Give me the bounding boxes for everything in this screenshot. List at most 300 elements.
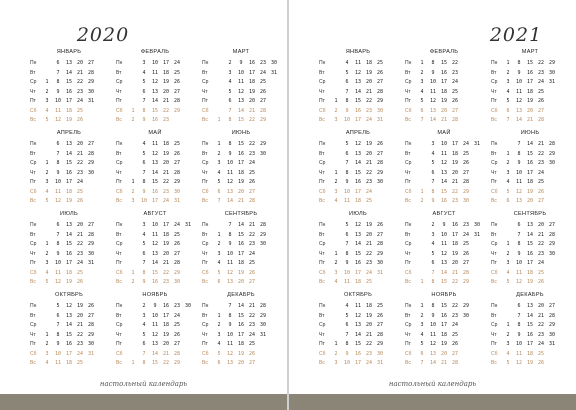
weekday-label: Пн [405, 60, 412, 66]
day-cell [86, 269, 96, 277]
weekday-row [491, 278, 569, 286]
day-cell [258, 269, 268, 277]
weekday-row [116, 59, 194, 67]
day-cell: 1 [420, 303, 424, 309]
day-cell: 23 [173, 303, 181, 309]
weekday-row [116, 159, 194, 167]
day-cell: 26 [462, 160, 470, 166]
day-cell: 19 [162, 150, 170, 157]
weekday-label: Пн [319, 222, 326, 228]
day-cells [42, 59, 108, 67]
month-name: АВГУСТ [143, 211, 167, 217]
day-cell: 6 [142, 341, 146, 347]
weekday-label: Ср [202, 79, 209, 85]
day-cell: 15 [237, 141, 245, 147]
day-cells [42, 197, 108, 205]
day-cell: 17 [451, 141, 459, 147]
month-name: ИЮЛЬ [60, 211, 78, 217]
day-cell: 2 [420, 198, 424, 204]
day-cell: 27 [173, 88, 181, 95]
day-cell: 28 [173, 169, 181, 176]
day-cell: 7 [56, 69, 60, 76]
day-cells [214, 259, 280, 267]
weekday-row [116, 69, 194, 77]
day-cell: 22 [365, 98, 373, 104]
weekday-label: Пт [319, 179, 325, 185]
day-cell: 14 [440, 179, 448, 185]
weekday-label: Вс [116, 279, 122, 285]
day-cell: 2 [228, 60, 232, 66]
day-cell: 16 [65, 169, 73, 176]
day-cell: 25 [76, 188, 84, 195]
day-cell: 26 [76, 198, 84, 204]
day-cells [128, 140, 194, 148]
day-cell: 14 [526, 141, 534, 147]
day-cells [42, 140, 108, 148]
weekday-label: Ср [116, 241, 123, 247]
day-cells [503, 97, 569, 105]
day-cell: 7 [420, 117, 424, 123]
weekday-row [319, 78, 397, 86]
weekday-row [202, 159, 280, 167]
weekday-label: Пт [30, 98, 36, 104]
weekday-label: Сб [202, 188, 209, 195]
day-cell [214, 302, 224, 310]
weekday-row [116, 169, 194, 177]
day-cell [547, 188, 557, 196]
day-cell [214, 221, 224, 229]
weekday-label: Вс [491, 279, 497, 285]
day-cell: 8 [517, 60, 521, 66]
day-cell: 7 [142, 350, 146, 357]
day-cell: 9 [239, 60, 243, 66]
day-cell: 23 [537, 160, 545, 166]
day-cell [128, 78, 138, 86]
day-cells [214, 178, 280, 186]
weekday-row [405, 231, 483, 239]
weekday-rows [319, 140, 397, 205]
day-cell: 15 [151, 179, 159, 185]
day-cell: 24 [462, 231, 470, 238]
day-cell [258, 178, 268, 186]
day-cell: 18 [526, 269, 534, 276]
weekday-label: Вт [202, 312, 208, 319]
weekday-label: Ср [116, 160, 123, 166]
weekday-label: Чт [491, 169, 497, 176]
month-block [202, 210, 280, 287]
day-cell: 28 [173, 350, 181, 357]
weekday-label: Пн [491, 222, 498, 228]
day-cells [503, 69, 569, 77]
day-cell: 28 [259, 222, 267, 228]
day-cell: 25 [76, 269, 84, 276]
weekday-row [405, 269, 483, 277]
day-cells [128, 69, 194, 77]
day-cell: 31 [376, 269, 384, 276]
day-cell: 8 [517, 322, 521, 328]
day-cell: 10 [429, 79, 437, 85]
day-cell: 6 [345, 79, 349, 85]
day-cell: 21 [248, 303, 256, 309]
day-cell [86, 197, 96, 205]
day-cell: 24 [76, 260, 84, 266]
day-cell: 30 [548, 250, 556, 257]
day-cell: 15 [354, 98, 362, 104]
day-cell: 11 [54, 269, 62, 276]
day-cells [417, 150, 483, 158]
day-cell: 24 [365, 117, 373, 123]
day-cell: 29 [173, 360, 181, 366]
day-cell: 4 [142, 322, 146, 328]
day-cell: 14 [151, 260, 159, 266]
day-cells [417, 69, 483, 77]
day-cell: 17 [151, 198, 159, 204]
day-cell: 30 [259, 322, 267, 328]
day-cell: 25 [537, 179, 545, 185]
day-cell: 3 [334, 269, 338, 276]
day-cells [214, 269, 280, 277]
day-cell: 6 [345, 322, 349, 328]
day-cell: 8 [228, 141, 232, 147]
day-cells [417, 269, 483, 277]
weekday-label: Пн [30, 222, 37, 228]
day-cell: 10 [343, 269, 351, 276]
day-cell: 6 [517, 222, 521, 228]
day-cells [503, 302, 569, 310]
day-cell [214, 107, 224, 115]
day-cell: 27 [248, 188, 256, 195]
day-cell: 6 [56, 141, 60, 147]
day-cell: 1 [131, 269, 135, 276]
weekday-label: Сб [405, 107, 412, 114]
day-cell: 16 [65, 88, 73, 95]
day-cell: 17 [237, 250, 245, 257]
day-cell: 16 [354, 179, 362, 185]
weekday-row [202, 140, 280, 148]
day-cell [417, 240, 427, 248]
day-cell: 19 [365, 222, 373, 228]
day-cell: 9 [56, 341, 60, 347]
day-cell: 21 [365, 241, 373, 247]
weekday-rows [405, 221, 483, 286]
day-cell: 27 [462, 260, 470, 266]
day-cell [128, 312, 138, 320]
weekday-row [491, 340, 569, 348]
day-cell: 6 [56, 60, 60, 66]
weekday-label: Чт [30, 88, 36, 95]
weekday-label: Чт [319, 331, 325, 338]
day-cell: 12 [54, 117, 62, 123]
day-cells [128, 150, 194, 158]
day-cell: 28 [87, 231, 95, 238]
day-cells [42, 240, 108, 248]
day-cell: 11 [515, 88, 523, 95]
day-cell [417, 169, 427, 177]
day-cell: 2 [45, 88, 49, 95]
day-cell: 3 [45, 350, 49, 357]
day-cells [417, 340, 483, 348]
month-name: СЕНТЯБРЬ [224, 211, 258, 217]
day-cell: 19 [162, 79, 170, 85]
day-cell: 2 [334, 260, 338, 266]
weekday-label: Чт [491, 331, 497, 338]
day-cell: 17 [526, 341, 534, 347]
day-cell: 17 [162, 60, 170, 66]
day-cell: 22 [76, 160, 84, 166]
day-cells [128, 107, 194, 115]
day-cells [214, 302, 280, 310]
day-cell: 29 [87, 160, 95, 166]
day-cell [461, 359, 471, 367]
day-cell [183, 340, 193, 348]
weekday-label: Чт [116, 88, 122, 95]
day-cell: 8 [142, 269, 146, 276]
weekday-label: Сб [405, 350, 412, 357]
day-cell: 6 [420, 350, 424, 357]
day-cell: 19 [248, 88, 256, 95]
day-cell [42, 221, 52, 229]
day-cells [503, 278, 569, 286]
day-cell: 6 [56, 222, 60, 228]
weekday-label: Вс [202, 198, 208, 204]
weekday-row [491, 116, 569, 124]
day-cell: 17 [65, 179, 73, 185]
day-cell: 18 [65, 269, 73, 276]
day-cell: 26 [537, 188, 545, 195]
day-cell: 15 [354, 250, 362, 257]
weekday-label: Сб [319, 107, 326, 114]
day-cell: 9 [517, 69, 521, 76]
weekday-rows [116, 59, 194, 124]
day-cell: 11 [440, 150, 448, 157]
weekday-row [405, 321, 483, 329]
day-cell: 10 [237, 69, 245, 76]
day-cell: 23 [462, 222, 470, 228]
month-block [491, 129, 569, 206]
day-cell: 11 [429, 88, 437, 95]
weekday-label: Пт [491, 179, 497, 185]
day-cell: 30 [376, 179, 384, 185]
day-cell: 24 [365, 360, 373, 366]
day-cell: 9 [56, 88, 60, 95]
weekday-label: Вс [116, 117, 122, 123]
day-cell [258, 340, 268, 348]
weekday-row [491, 178, 569, 186]
day-cell [128, 140, 138, 148]
day-cell: 18 [248, 79, 256, 85]
day-cell: 15 [65, 79, 73, 85]
weekday-label: Чт [405, 250, 411, 257]
day-cell: 18 [440, 331, 448, 338]
day-cell: 25 [173, 322, 181, 328]
day-cell: 9 [431, 312, 435, 319]
day-cell: 25 [537, 88, 545, 95]
day-cell [331, 59, 341, 67]
weekday-row [30, 88, 108, 96]
day-cell: 2 [217, 150, 221, 157]
weekday-row [30, 188, 108, 196]
weekday-row [116, 140, 194, 148]
day-cells [503, 269, 569, 277]
day-cell: 17 [354, 269, 362, 276]
weekday-label: Пт [319, 98, 325, 104]
day-cell: 29 [259, 141, 267, 147]
day-cell: 5 [142, 241, 146, 247]
day-cell: 5 [45, 198, 49, 204]
day-cell: 4 [506, 269, 510, 276]
day-cell [472, 269, 482, 277]
day-cell [183, 259, 193, 267]
weekday-label: Чт [116, 250, 122, 257]
day-cells [214, 140, 280, 148]
day-cell: 18 [65, 107, 73, 114]
day-cell: 13 [65, 312, 73, 319]
day-cell: 2 [142, 303, 146, 309]
day-cell: 9 [142, 279, 146, 285]
weekday-row [319, 150, 397, 158]
day-cell: 11 [54, 188, 62, 195]
day-cell: 27 [248, 360, 256, 366]
day-cell: 28 [451, 117, 459, 123]
day-cell: 12 [54, 279, 62, 285]
day-cell: 11 [354, 303, 362, 309]
day-cell [128, 97, 138, 105]
weekday-label: Вт [319, 312, 325, 319]
day-cell: 29 [376, 250, 384, 257]
day-cell: 23 [451, 312, 459, 319]
day-cells [214, 88, 280, 96]
day-cell: 16 [151, 279, 159, 285]
weekday-label: Чт [116, 331, 122, 338]
day-cells [128, 278, 194, 286]
day-cell: 26 [248, 269, 256, 276]
weekday-row [319, 159, 397, 167]
weekday-row [405, 169, 483, 177]
day-cell: 17 [354, 117, 362, 123]
weekday-label: Пт [30, 260, 36, 266]
day-cell: 27 [259, 98, 267, 104]
day-cell: 5 [345, 69, 349, 76]
weekday-label: Чт [405, 331, 411, 338]
day-cell [472, 150, 482, 158]
day-cells [42, 331, 108, 339]
weekday-label: Пн [116, 60, 123, 66]
day-cells [128, 169, 194, 177]
day-cell: 1 [131, 107, 135, 114]
day-cell [461, 340, 471, 348]
day-cell: 1 [131, 360, 135, 366]
weekday-label: Пн [30, 141, 37, 147]
day-cell: 10 [343, 117, 351, 123]
day-cell: 9 [431, 69, 435, 76]
day-cells [214, 250, 280, 258]
weekday-rows [319, 59, 397, 124]
day-cell: 26 [259, 88, 267, 95]
day-cell: 28 [451, 360, 459, 366]
day-cell: 13 [354, 79, 362, 85]
day-cells [331, 259, 397, 267]
day-cell: 15 [526, 150, 534, 157]
day-cell: 3 [334, 117, 338, 123]
day-cell: 2 [420, 312, 424, 319]
day-cells [331, 312, 397, 320]
day-cell: 17 [162, 312, 170, 319]
day-cell: 18 [65, 360, 73, 366]
month-name: МАЙ [437, 130, 451, 136]
day-cell: 11 [515, 350, 523, 357]
day-cell: 7 [217, 198, 221, 204]
weekday-label: Чт [30, 169, 36, 176]
day-cell [128, 340, 138, 348]
day-cell: 12 [151, 150, 159, 157]
weekday-rows [491, 302, 569, 367]
day-cell: 27 [537, 107, 545, 114]
day-cells [331, 78, 397, 86]
day-cell: 10 [226, 250, 234, 257]
day-cell: 24 [173, 222, 181, 228]
day-cell: 31 [87, 98, 95, 104]
day-cells [128, 350, 194, 358]
day-cell: 3 [45, 98, 49, 104]
day-cell: 31 [87, 260, 95, 266]
weekday-row [30, 169, 108, 177]
day-cells [214, 107, 280, 115]
day-cells [128, 340, 194, 348]
weekday-row [116, 197, 194, 205]
day-cell [331, 150, 341, 158]
weekday-row [30, 359, 108, 367]
day-cell: 28 [548, 231, 556, 238]
day-cell: 19 [365, 69, 373, 76]
weekday-label: Пт [116, 260, 122, 266]
day-cell: 31 [548, 79, 556, 85]
day-cell: 7 [228, 107, 232, 114]
day-cell: 7 [142, 169, 146, 176]
day-cells [128, 331, 194, 339]
day-cell: 25 [537, 350, 545, 357]
day-cell: 13 [526, 303, 534, 309]
day-cell: 15 [440, 60, 448, 66]
day-cell: 14 [440, 269, 448, 276]
day-cell [331, 88, 341, 96]
day-cell: 27 [87, 141, 95, 147]
day-cell: 7 [142, 98, 146, 104]
day-cell: 23 [162, 279, 170, 285]
day-cell: 22 [162, 107, 170, 114]
day-cell: 31 [473, 231, 481, 238]
day-cell: 20 [76, 141, 84, 147]
weekday-row [405, 331, 483, 339]
day-cell: 20 [440, 107, 448, 114]
weekday-row [30, 259, 108, 267]
day-cell [128, 231, 138, 239]
day-cell [269, 107, 279, 115]
weekday-label: Чт [116, 169, 122, 176]
day-cell: 11 [151, 141, 159, 147]
weekday-row [116, 116, 194, 124]
day-cell: 15 [526, 241, 534, 247]
day-cell: 26 [248, 350, 256, 357]
day-cell: 24 [451, 322, 459, 328]
day-cells [214, 169, 280, 177]
weekday-row [405, 107, 483, 115]
day-cell [183, 278, 193, 286]
weekday-label: Чт [405, 88, 411, 95]
day-cell: 8 [517, 150, 521, 157]
day-cell: 1 [45, 241, 49, 247]
day-cells [331, 69, 397, 77]
day-cell: 13 [429, 350, 437, 357]
